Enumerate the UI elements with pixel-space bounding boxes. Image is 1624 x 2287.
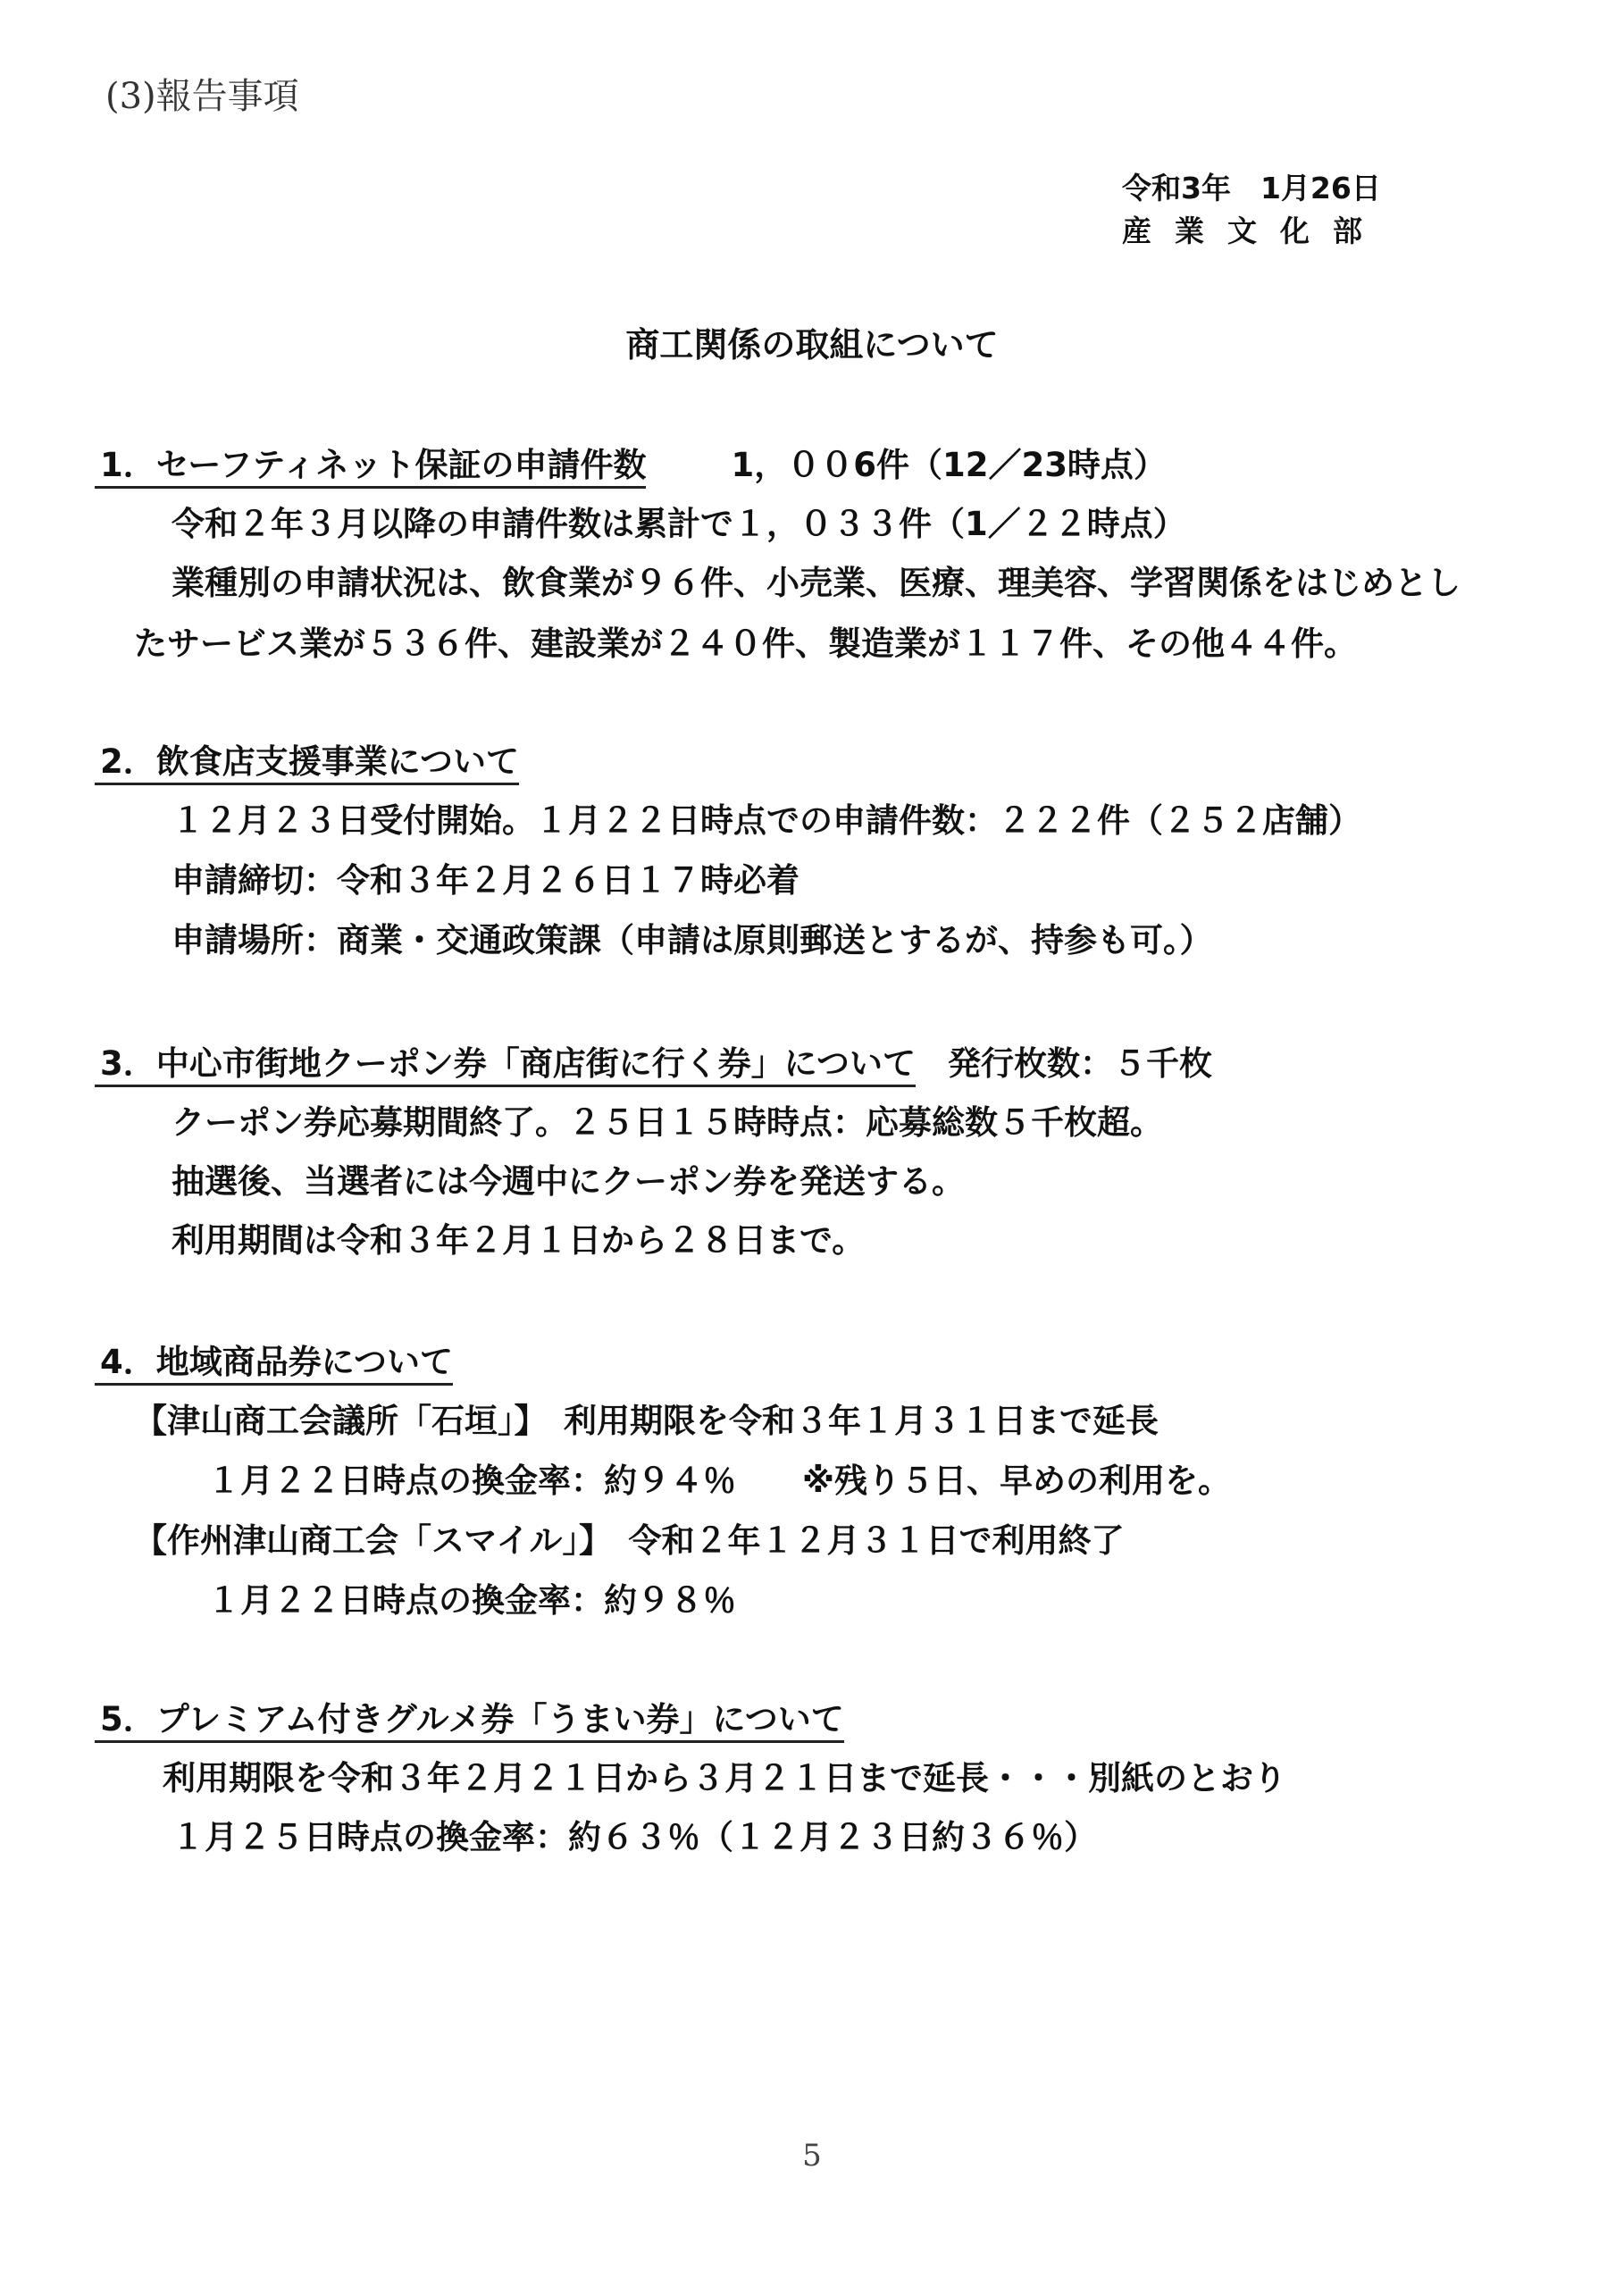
section-5-heading [100,1692,844,1740]
section-1-heading-text: 1．セーフティネット保証の申請件数 [95,446,646,489]
section-5-line-2: １月２５日時点の換金率：約６３％（１２月２３日約３６％） [172,1818,1097,1856]
section-5-line-1: 利用期限を令和３年２月２１日から３月２１日まで延長・・・別紙のとおり [163,1759,1286,1797]
department-name: 産業文化部 [1122,214,1385,248]
section-1-heading [100,438,1167,486]
document-title: 商工関係の取組について [625,325,999,364]
section-1-line-3: たサービス業が５３６件、建設業が２４０件、製造業が１１７件、その他４４件。 [134,624,1357,663]
section-3-heading-text: 3．中心市街地クーポン券「商店街に行く券」について [95,1044,916,1087]
section-3-line-1: クーポン券応募期間終了。２５日１５時時点：応募総数５千枚超。 [172,1103,1163,1142]
section-4-line-3: 【作州津山商工会「スマイル」】 令和２年１２月３１日で利用終了 [134,1521,1125,1560]
section-4-line-1: 【津山商工会議所「石垣」】 利用期限を令和３年１月３１日まで延長 [134,1402,1159,1440]
section-2-line-1: １２月２３日受付開始。１月２２日時点での申請件数：２２２件（２５２店舗） [172,801,1361,840]
page-number: 5 [802,2138,822,2174]
section-5-heading-text: 5．プレミアム付きグルメ券「うまい券」について [95,1700,844,1743]
section-1-line-2: 業種別の申請状況は、飲食業が９６件、小売業、医療、理美容、学習関係をはじめとし [172,564,1461,602]
section-2-line-3: 申請場所：商業・交通政策課（申請は原則郵送とするが、持参も可。） [172,921,1213,959]
section-2-line-2: 申請締切：令和３年２月２６日１７時必着 [172,861,799,900]
section-4-heading-text: 4．地域商品券について [95,1343,453,1386]
section-3-issue-count: 発行枚数：５千枚 [948,1044,1213,1083]
section-4-line-4: １月２２日時点の換金率：約９８％ [207,1581,736,1620]
section-2-heading [100,734,519,783]
document-date: 令和3年 1月26日 [1122,171,1381,205]
report-section-label: (3)報告事項 [105,76,299,117]
section-1-count: 1，００6件（12／23時点） [698,446,1167,484]
section-4-line-2: １月２２日時点の換金率：約９４％ ※残り５日、早めの利用を。 [207,1462,1231,1500]
section-3-line-2: 抽選後、当選者には今週中にクーポン券を発送する。 [172,1162,965,1201]
section-2-heading-text: 2．飲食店支援事業について [95,742,519,785]
section-4-heading [100,1335,453,1383]
section-3-line-3: 利用期間は令和３年２月１日から２８日まで。 [172,1221,866,1260]
section-3-heading [100,1036,1212,1085]
section-1-line-1: 令和２年３月以降の申請件数は累計で１，０３３件（1／２２時点） [172,505,1186,543]
